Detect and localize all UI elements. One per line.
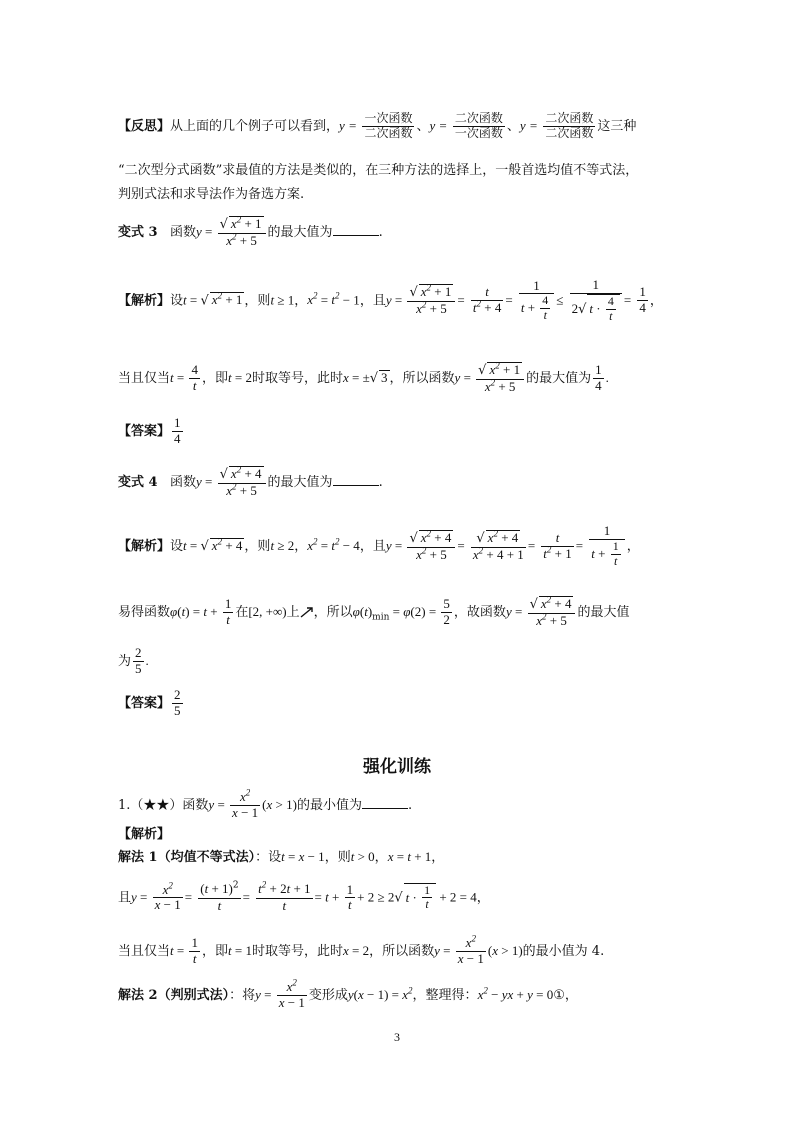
- reflection-tag: 【反思】: [118, 118, 171, 134]
- solution-tag: 【解析】: [118, 293, 171, 309]
- reflection-line-2: “二次型分式函数”求最值的方法是类似的，在三种方法的选择上，一般首选均值不等式法，: [118, 163, 639, 178]
- method-1-line-1: 解法 1（均值不等式法）：设t = x − 1，则t > 0，x = t + 1，: [118, 849, 445, 865]
- variant-4-solution-line-3: 为 $\frac{2}{5}$ .: [118, 645, 149, 676]
- variant-4-question: 变式 4 函数y = $\frac{√ x^2 + 4}{x^2 + 5}$ 的最大值为 .: [118, 464, 383, 498]
- reflection-line-3: 判别式法和求导法作为备选方案.: [118, 187, 305, 202]
- solution-tag: 【解析】: [118, 538, 171, 554]
- problem-1-solution-tag: 【解析】: [118, 827, 171, 842]
- method-2-label: 解法 2（判别式法）: [118, 987, 230, 1003]
- fraction-linear-over-quadratic: $\frac{\text{一次函数}}{\text{二次函数}}$: [364, 111, 413, 140]
- variant-3-question: 变式 3 函数y = $\frac{√ x^2 + 1}{x^2 + 5}$ 的最大值为 .: [118, 214, 383, 248]
- fraction-quadratic-over-linear: $\frac{\text{二次函数}}{\text{一次函数}}$: [454, 111, 503, 140]
- variant-4-solution-line-2: 易得函数φ(t) = t + $\frac{1}{t}$ 在[2, +∞)上 ，所以$\varphi(t)_{min} = \varphi(2)$ = $\frac{5}{2}$ ，故函数y = $\frac{√ x^2 + 4}{x^2 + 5}$ 的最大值: [118, 594, 630, 628]
- fraction-quadratic-over-quadratic: $\frac{\text{二次函数}}{\text{二次函数}}$: [545, 111, 594, 140]
- section-title: 强化训练: [363, 757, 431, 777]
- variant-4-label: 变式 4: [118, 474, 158, 490]
- answer-blank: [333, 473, 379, 486]
- answer-value: $\frac{1}{4}$: [174, 415, 181, 446]
- answer-tag: 【答案】: [118, 423, 171, 439]
- page-number: 3: [394, 1030, 400, 1044]
- answer-value: $\frac{2}{5}$: [174, 687, 181, 718]
- increasing-arrow-icon: [300, 606, 314, 618]
- reflection-lead: 从上面的几个例子可以看到，: [170, 118, 340, 134]
- variant-4-solution-line-1: 【解析】设t = √ $x^2 + 4$ ，则t ≥ 2，$x^2 = t^2 - 4$，且y = $\frac{√ x^2 + 4}{x^2 + 5}$ = $\frac{√ x^2 + 4}{x^2 + 4 + 1}$ = $\frac{t}{t^2 + 1}$ = 1 t + $\frac{1}{t}$ ，: [118, 523, 640, 568]
- variant-3-solution-line-1: 【解析】设t = √ $x^2 + 1$ ，则t ≥ 1，$x^2 = t^2 - 1$，且y = $\frac{√ x^2 + 1}{x^2 + 5}$ = $\frac{t}{t^2 + 4}$ = 1 t + $\frac{4}{t}$ ≤ 1 2√ t · $\frac{4}{t}$ = $\frac{1}{4}$ ，: [118, 277, 663, 323]
- answer-tag: 【答案】: [118, 695, 171, 711]
- answer-blank: [362, 796, 408, 809]
- method-1-line-2: 且y = $\frac{x^2}{x - 1}$ = $\frac{(t + 1)^2}{t}$ = $\frac{t^2 + 2t + 1}{t}$ = t + $\frac{1}{t}$ + 2 ≥ 2√ t · $\frac{1}{t}$ + 2 = 4，: [118, 879, 490, 913]
- variant-4-answer: [118, 688, 185, 719]
- method-1-label: 解法 1（均值不等式法）: [118, 850, 256, 865]
- variant-3-solution-line-2: 当且仅当t = $\frac{4}{t}$ ，即t = 2时取等号，此时x = ±√ 3 ，所以函数y = $\frac{√ x^2 + 1}{x^2 + 5}$ 的最大值为 $\frac{1}{4}$ .: [118, 360, 609, 394]
- answer-blank: [333, 223, 379, 236]
- variant-3-label: 变式 3: [118, 224, 158, 240]
- method-2-line-1: 解法 2（判别式法）：将y = $\frac{x^2}{x - 1}$ 变形成$y(x - 1) = x^2$，整理得：$x^2$ − yx + y = 0①，: [118, 977, 578, 1010]
- problem-1-question: 1.（★★）函数y = $\frac{x^2}{x - 1}$ (x > 1)的最小值为 .: [118, 787, 413, 820]
- variant-3-answer: [118, 416, 185, 447]
- method-1-line-3: 当且仅当t = $\frac{1}{t}$ ，即t = 1时取等号，此时x = 2，所以函数y = $\frac{x^2}{x - 1}$ (x > 1)的最小值为 4.: [118, 933, 605, 966]
- reflection-line-1: 【反思】从上面的几个例子可以看到，y = $\frac{\text{一次函数}}{\text{二次函数}}$ 、y = $\frac{\text{二次函数}}{\text{一次函数}}$ 、y = $\frac{\text{二次函数}}{\text{二次函数}}$ 这三种: [118, 111, 637, 140]
